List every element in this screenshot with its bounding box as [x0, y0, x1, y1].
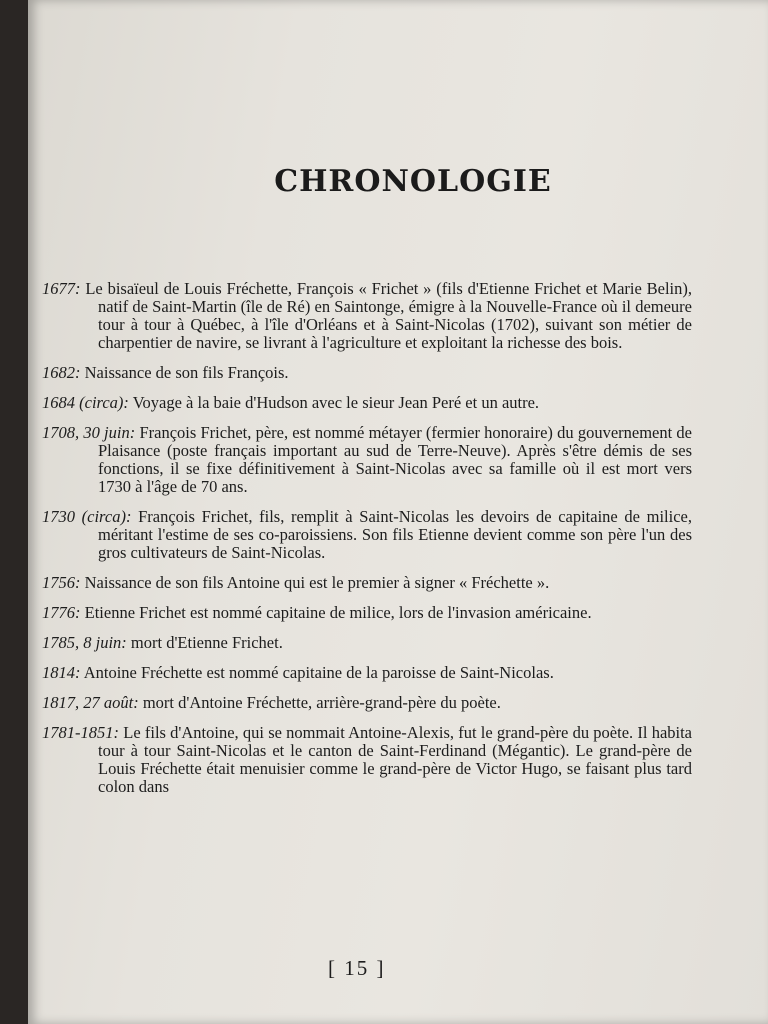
entry-text: Naissance de son fils Antoine qui est le premier à signer « Fréchette ». [84, 573, 550, 592]
entry-text: mort d'Etienne Frichet. [130, 633, 283, 652]
entry-text: François Frichet, fils, remplit à Saint-Nicolas les devoirs de capitaine de milice, méritant l'estime de ses co-paroissiens. Son fils Etienne devient comme son père l'un des gros cultivateurs de Saint-Nicolas. [98, 507, 692, 562]
entry-date: 1785, 8 juin: [42, 633, 127, 652]
entry-date: 1708, 30 juin: [42, 423, 136, 442]
chronology-entry-1708 [42, 424, 692, 496]
chronology-entry-1817 [42, 694, 692, 712]
chronology-entry-1785 [42, 634, 692, 652]
entry-date: 1677: [42, 279, 81, 298]
chronology-entry-1730 [42, 508, 692, 562]
entry-text: Voyage à la baie d'Hudson avec le sieur Jean Peré et un autre. [132, 393, 540, 412]
entry-date: 1776: [42, 603, 81, 622]
chronology-entry-1776 [42, 604, 692, 622]
page-number: [ 15 ] [328, 956, 386, 980]
entry-date: 1682: [42, 363, 81, 382]
chronology-list [42, 280, 692, 808]
entry-date: 1730 (circa): [42, 507, 132, 526]
entry-text: mort d'Antoine Fréchette, arrière-grand-père du poète. [142, 693, 501, 712]
chronology-entry-1756 [42, 574, 692, 592]
chronology-entry-1677 [42, 280, 692, 352]
entry-text: Etienne Frichet est nommé capitaine de milice, lors de l'invasion américaine. [84, 603, 592, 622]
entry-text: François Frichet, père, est nommé métayer (fermier honoraire) du gouvernement de Plaisance (poste français important au sud de Terre-Neuve). Après s'être démis de ses fonctions, il se fixe définitivement à Saint-Nicolas avec sa famille où il est mort vers 1730 à l'âge de 70 ans. [98, 423, 693, 496]
chronology-entry-1682 [42, 364, 692, 382]
chronology-entry-1781-1851 [42, 724, 692, 796]
page-title: CHRONOLOGIE [274, 164, 552, 199]
entry-date: 1684 (circa): [42, 393, 129, 412]
book-page [28, 0, 768, 1024]
entry-text: Le fils d'Antoine, qui se nommait Antoine-Alexis, fut le grand-père du poète. Il habita tour à tour Saint-Nicolas et le canton de Saint-Ferdinand (Mégantic). Le grand-père de Louis Fréchette était menuisier comme le grand-père de Victor Hugo, se faisant plus tard colon dans [98, 723, 693, 796]
entry-text: Antoine Fréchette est nommé capitaine de la paroisse de Saint-Nicolas. [83, 663, 554, 682]
entry-date: 1756: [42, 573, 81, 592]
entry-text: Le bisaïeul de Louis Fréchette, François « Frichet » (fils d'Etienne Frichet et Marie Belin), natif de Saint-Martin (île de Ré) en Saintonge, émigre à la Nouvelle-France où il demeure tour à tour à Québec, à l'île d'Orléans et à Saint-Nicolas (1702), suivant son métier de charpentier de navire, se livrant à l'agriculture et exploitant la richesse des bois. [85, 279, 693, 352]
chronology-entry-1684 [42, 394, 692, 412]
chronology-entry-1814 [42, 664, 692, 682]
entry-text: Naissance de son fils François. [84, 363, 289, 382]
entry-date: 1781-1851: [42, 723, 119, 742]
entry-date: 1814: [42, 663, 81, 682]
entry-date: 1817, 27 août: [42, 693, 139, 712]
